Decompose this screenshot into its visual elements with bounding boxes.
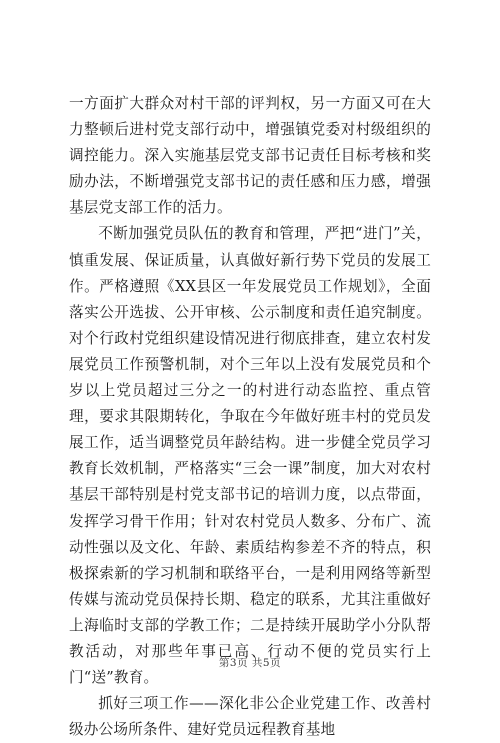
paragraph-1: 一方面扩大群众对村干部的评判权，另一方面又可在大力整顿后进村党支部行动中，增强镇党委对村级组织的调控能力。深入实施基层党支部书记责任目标考核和奖励办法，不断增强党支部书记的责任感和压力感，增强基层党支部工作的活力。 (69, 95, 431, 217)
page-number-footer: 第3页 共5页 (218, 657, 282, 669)
document-body (69, 91, 431, 743)
paragraph-2: 不断加强党员队伍的教育和管理，严把“进门”关，慎重发展、保证质量，认真做好新行势下党员的发展工作。严格遵照《XX县区一年发展党员工作规划》，全面落实公开选拔、公开审核、公示制度和责任追究制度。对个行政村党组织建设情况进行彻底排查，建立农村发展党员工作预警机制，对个三年以上没有发展党员和个岁以上党员超过三分之一的村进行动态监控、重点管理，要求其限期转化，争取在今年做好班丰村的党员发展工作，适当调整党员年龄结构。进一步健全党员学习教育长效机制，严格落实“三会一课”制度，加大对农村基层干部特别是村党支部书记的培训力度，以点带面，发挥学习骨干作用；针对农村党员人数多、分布广、流动性强以及文化、年龄、素质结构参差不齐的特点，积极探索新的学习机制和联络平台，一是利用网络等新型传媒与流动党员保持长期、稳定的联系，尤其注重做好上海临时支部的学教工作；二是持续开展助学小分队帮教活动，对那些年事已高、行动不便的党员实行上门“送”教育。 (69, 225, 431, 687)
paragraph-3: 抓好三项工作——深化非公企业党建工作、改善村级办公场所条件、建好党员远程教育基地 (69, 695, 431, 739)
